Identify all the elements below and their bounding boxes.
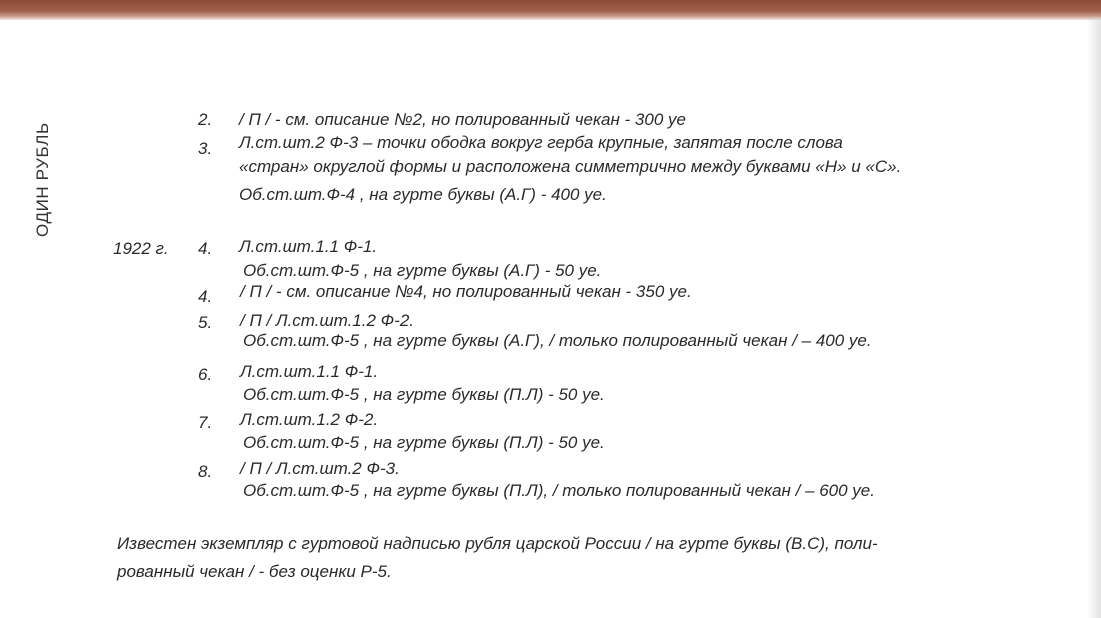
entry-number: 5. <box>198 313 213 332</box>
entry-number: 4. <box>198 239 213 258</box>
side-label: ОДИН РУБЛЬ <box>33 122 52 237</box>
entry-line: Об.ст.шт.Ф-5 , на гурте буквы (А.Г) - 50 уе. <box>243 261 602 280</box>
entry-number: 8. <box>198 462 213 481</box>
entry-line: Об.ст.шт.Ф-5 , на гурте буквы (П.Л) - 50 уе. <box>243 433 605 452</box>
entry-number: 7. <box>198 413 213 432</box>
page-top-edge <box>0 0 1101 20</box>
entry-line: / П / Л.ст.шт.2 Ф-3. <box>240 459 400 478</box>
footnote-line: рованный чекан / - без оценки Р-5. <box>117 562 392 581</box>
entry-number: 2. <box>198 110 213 129</box>
entry-line: Л.ст.шт.1.1 Ф-1. <box>240 362 379 381</box>
entry-line: / П / - см. описание №4, но полированный чекан - 350 уе. <box>240 282 692 301</box>
entry-line: «стран» округлой формы и расположена симметрично между буквами «Н» и «С». <box>239 157 902 176</box>
entry-line: Об.ст.шт.Ф-5 , на гурте буквы (П.Л), / только полированный чекан / – 600 уе. <box>243 481 875 500</box>
entry-line: Об.ст.шт.Ф-4 , на гурте буквы (А.Г) - 400 уе. <box>239 185 607 204</box>
footnote-line: Известен экземпляр с гуртовой надписью рубля царской России / на гурте буквы (В.С), поли- <box>117 534 878 553</box>
entry-line: / П / - см. описание №2, но полированный чекан - 300 уе <box>239 110 686 129</box>
entry-line: Об.ст.шт.Ф-5 , на гурте буквы (П.Л) - 50 уе. <box>243 385 605 404</box>
entry-line: Л.ст.шт.1.2 Ф-2. <box>240 410 379 429</box>
entry-line: Л.ст.шт.2 Ф-3 – точки ободка вокруг герба крупные, запятая после слова <box>239 133 843 152</box>
entry-line: / П / Л.ст.шт.1.2 Ф-2. <box>240 311 415 330</box>
entry-number: 4. <box>198 287 213 306</box>
entry-line: Об.ст.шт.Ф-5 , на гурте буквы (А.Г), / только полированный чекан / – 400 уе. <box>243 331 872 350</box>
entry-line: Л.ст.шт.1.1 Ф-1. <box>239 237 378 256</box>
year-label: 1922 г. <box>113 239 169 258</box>
entry-number: 3. <box>198 139 213 158</box>
entry-number: 6. <box>198 365 213 384</box>
page-right-shadow <box>1087 18 1101 618</box>
